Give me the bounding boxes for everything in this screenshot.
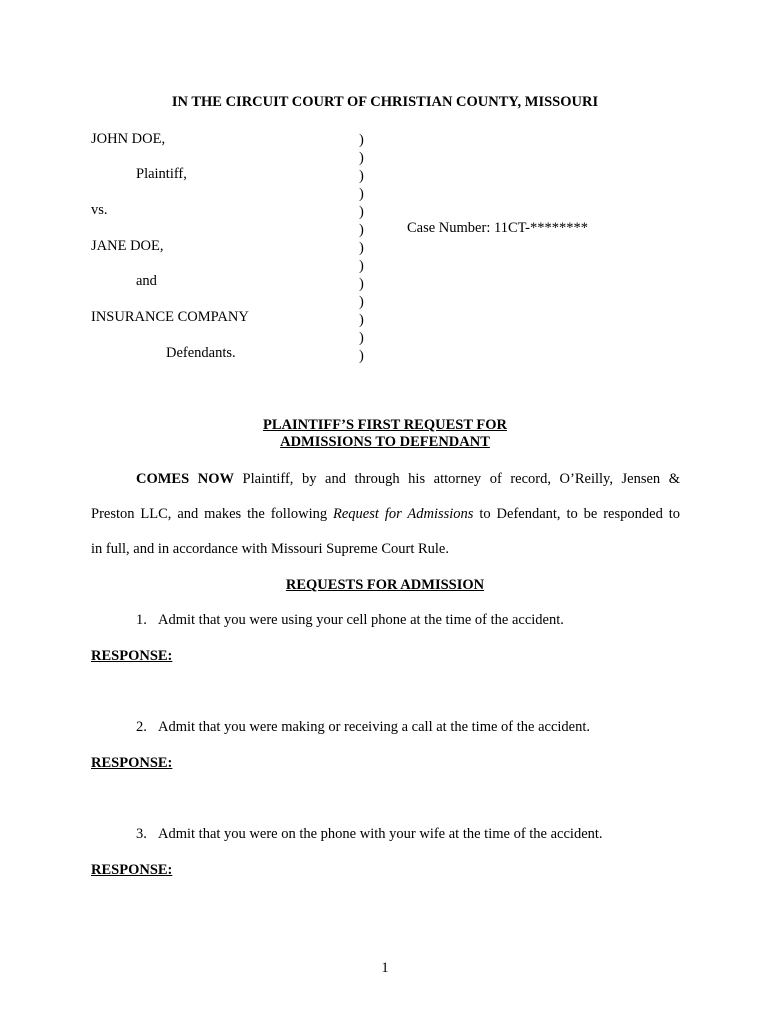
intro-line-2-before: Preston LLC, and makes the following (91, 506, 334, 522)
caption-paren: ) (359, 204, 364, 220)
caption-paren: ) (359, 330, 364, 346)
plaintiff-role: Plaintiff, (136, 166, 187, 182)
caption-paren: ) (359, 168, 364, 184)
request-1-number: 1. (136, 612, 147, 628)
defendant-2-name: INSURANCE COMPANY (91, 309, 249, 325)
caption-paren: ) (359, 348, 364, 364)
plaintiff-name: JOHN DOE, (91, 131, 166, 147)
request-2-text: Admit that you were making or receiving a call at the time of the accident. (158, 719, 591, 735)
caption-paren: ) (359, 186, 364, 202)
request-1-response-label: RESPONSE: (91, 648, 173, 664)
request-1-text: Admit that you were using your cell phone at the time of the accident. (158, 612, 564, 628)
versus-label: vs. (91, 202, 108, 218)
caption-paren-column (359, 131, 364, 365)
document-title-line-2: ADMISSIONS TO DEFENDANT (280, 434, 490, 450)
intro-line-2-after: to Defendant, to be responded to (473, 506, 680, 522)
request-3-text: Admit that you were on the phone with your wife at the time of the accident. (158, 826, 603, 842)
intro-lead: COMES NOW (136, 471, 234, 487)
request-2-number: 2. (136, 719, 147, 735)
intro-line-3: in full, and in accordance with Missouri Supreme Court Rule. (91, 541, 449, 557)
caption-paren: ) (359, 150, 364, 166)
requests-heading: REQUESTS FOR ADMISSION (285, 577, 485, 593)
request-2-response-label: RESPONSE: (91, 755, 173, 771)
intro-line-1-rest: Plaintiff, by and through his attorney of record, O’Reilly, Jensen & (233, 471, 681, 487)
intro-line-2-wrap (91, 505, 680, 523)
caption-paren: ) (359, 132, 364, 148)
document-title-line-1: PLAINTIFF’S FIRST REQUEST FOR (262, 417, 507, 433)
caption-paren: ) (359, 312, 364, 328)
case-number: Case Number: 11CT-******** (407, 220, 588, 236)
request-3-number: 3. (136, 826, 147, 842)
intro-line-2 (91, 505, 680, 523)
intro-italic-term: Request for Admissions (333, 506, 474, 522)
request-3-response-label: RESPONSE: (91, 862, 173, 878)
intro-paragraph (91, 470, 680, 488)
conjunction-and: and (136, 273, 157, 289)
defendants-role: Defendants. (166, 345, 236, 361)
defendant-1-name: JANE DOE, (91, 238, 164, 254)
page-number: 1 (381, 960, 389, 976)
intro-line-1 (91, 470, 680, 488)
caption-paren: ) (359, 240, 364, 256)
caption-paren: ) (359, 294, 364, 310)
caption-paren: ) (359, 258, 364, 274)
caption-paren: ) (359, 276, 364, 292)
caption-paren: ) (359, 222, 364, 238)
court-heading: IN THE CIRCUIT COURT OF CHRISTIAN COUNTY, MISSOURI (171, 94, 599, 110)
